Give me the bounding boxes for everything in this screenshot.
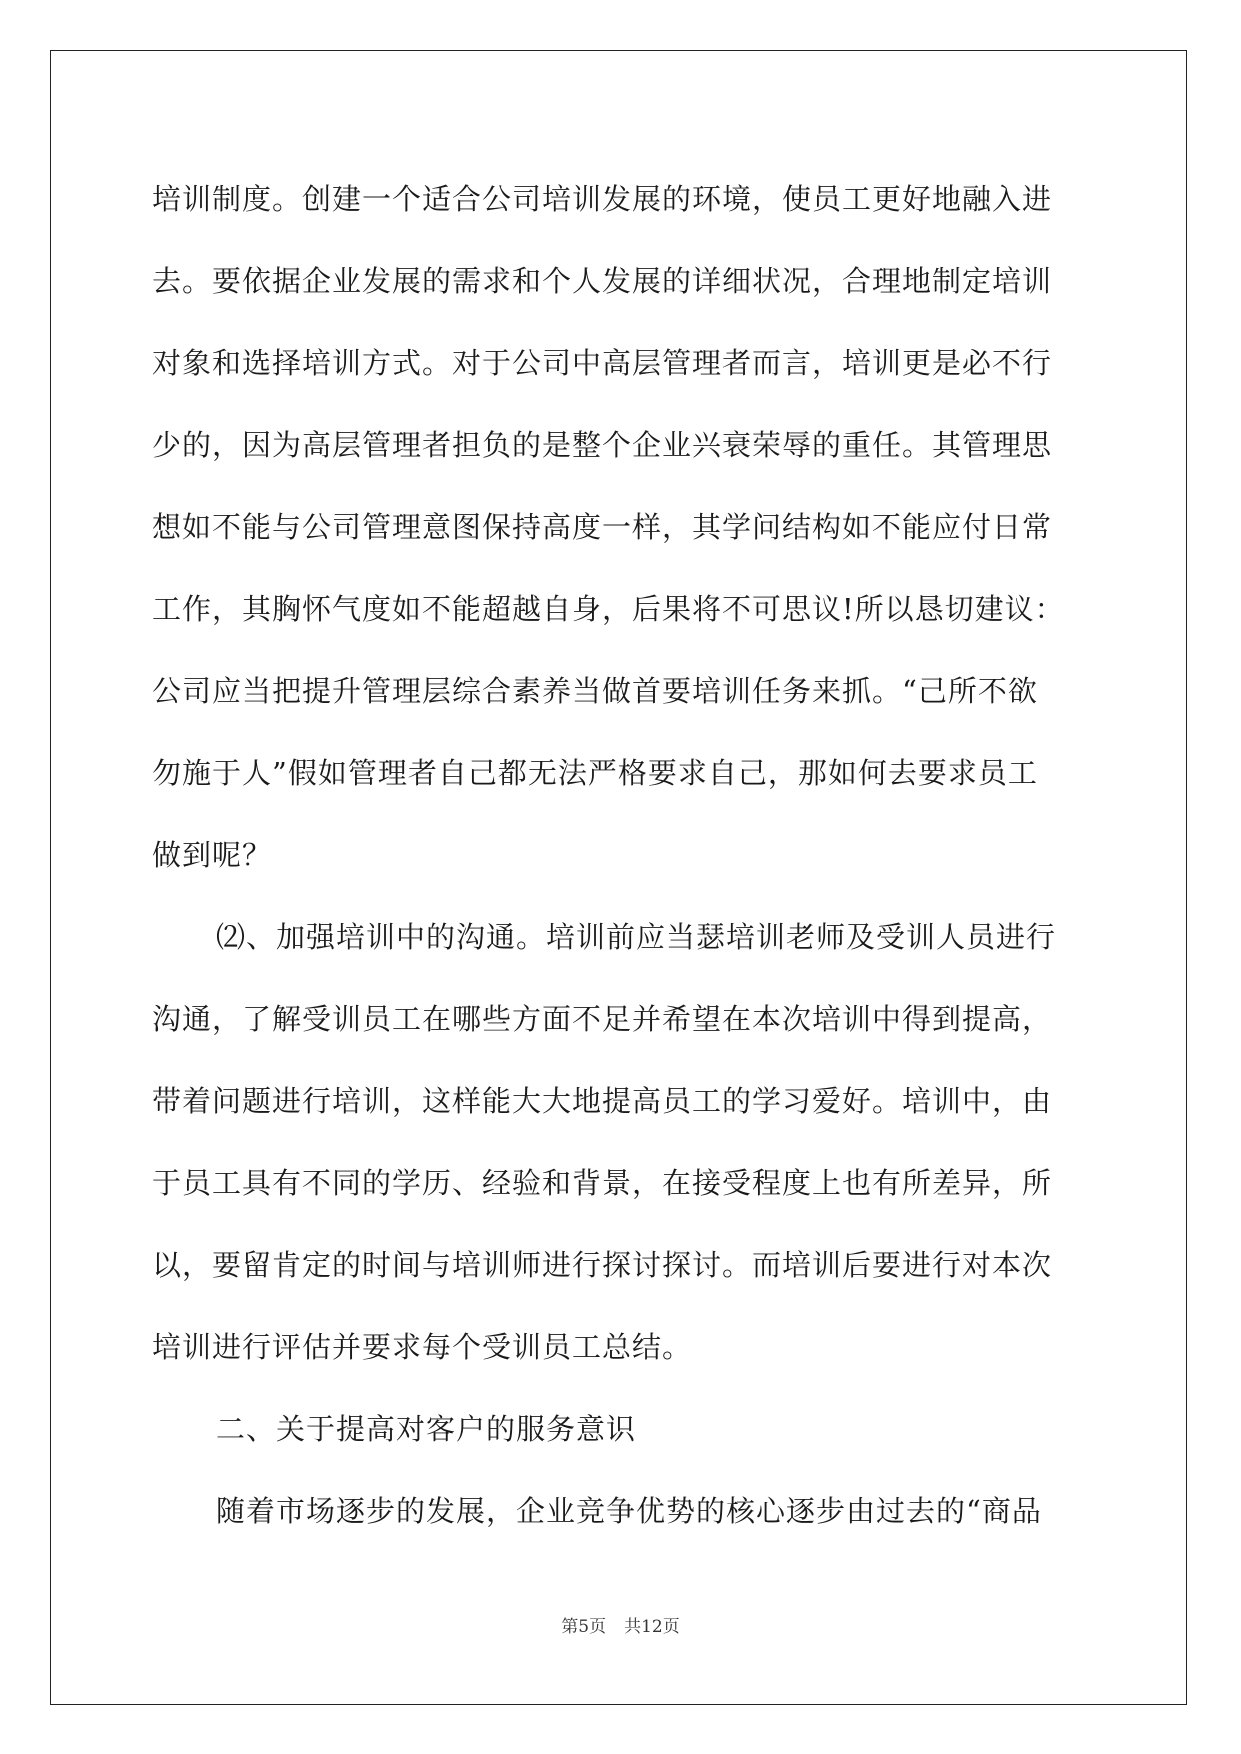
- paragraph-start-line: 随着市场逐步的发展，企业竞争优势的核心逐步由过去的“商品: [216, 1494, 1042, 1528]
- page-number: 第5页: [561, 1617, 607, 1637]
- section-heading: 二、关于提高对客户的服务意识: [216, 1412, 637, 1446]
- text-line: 培训制度。创建一个适合公司培训发展的环境，使员工更好地融入进: [152, 182, 1053, 216]
- text-line: 做到呢？: [152, 838, 273, 872]
- text-line: 工作，其胸怀气度如不能超越自身，后果将不可思议!所以恳切建议：: [152, 592, 1065, 626]
- text-line: 以，要留肯定的时间与培训师进行探讨探讨。而培训后要进行对本次: [152, 1248, 1053, 1282]
- text-line: 带着问题进行培训，这样能大大地提高员工的学习爱好。培训中，由: [152, 1084, 1053, 1118]
- document-body: [152, 158, 1092, 1552]
- page-footer: [0, 1612, 1241, 1637]
- text-line: 去。要依据企业发展的需求和个人发展的详细状况，合理地制定培训: [152, 264, 1053, 298]
- text-line: 少的，因为高层管理者担负的是整个企业兴衰荣辱的重任。其管理思: [152, 428, 1053, 462]
- paragraph-start-line: ⑵、加强培训中的沟通。培训前应当瑟培训老师及受训人员进行: [216, 920, 1057, 954]
- text-line: 培训进行评估并要求每个受训员工总结。: [152, 1330, 693, 1364]
- text-line: 勿施于人”假如管理者自己都无法严格要求自己，那如何去要求员工: [152, 756, 1038, 790]
- page-total: 共12页: [624, 1617, 680, 1637]
- text-line: 公司应当把提升管理层综合素养当做首要培训任务来抓。“己所不欲: [152, 674, 1038, 708]
- text-line: 想如不能与公司管理意图保持高度一样，其学问结构如不能应付日常: [152, 510, 1053, 544]
- text-line: 于员工具有不同的学历、经验和背景，在接受程度上也有所差异，所: [152, 1166, 1053, 1200]
- text-line: 对象和选择培训方式。对于公司中高层管理者而言，培训更是必不行: [152, 346, 1053, 380]
- text-line: 沟通，了解受训员工在哪些方面不足并希望在本次培训中得到提高，: [152, 1002, 1053, 1036]
